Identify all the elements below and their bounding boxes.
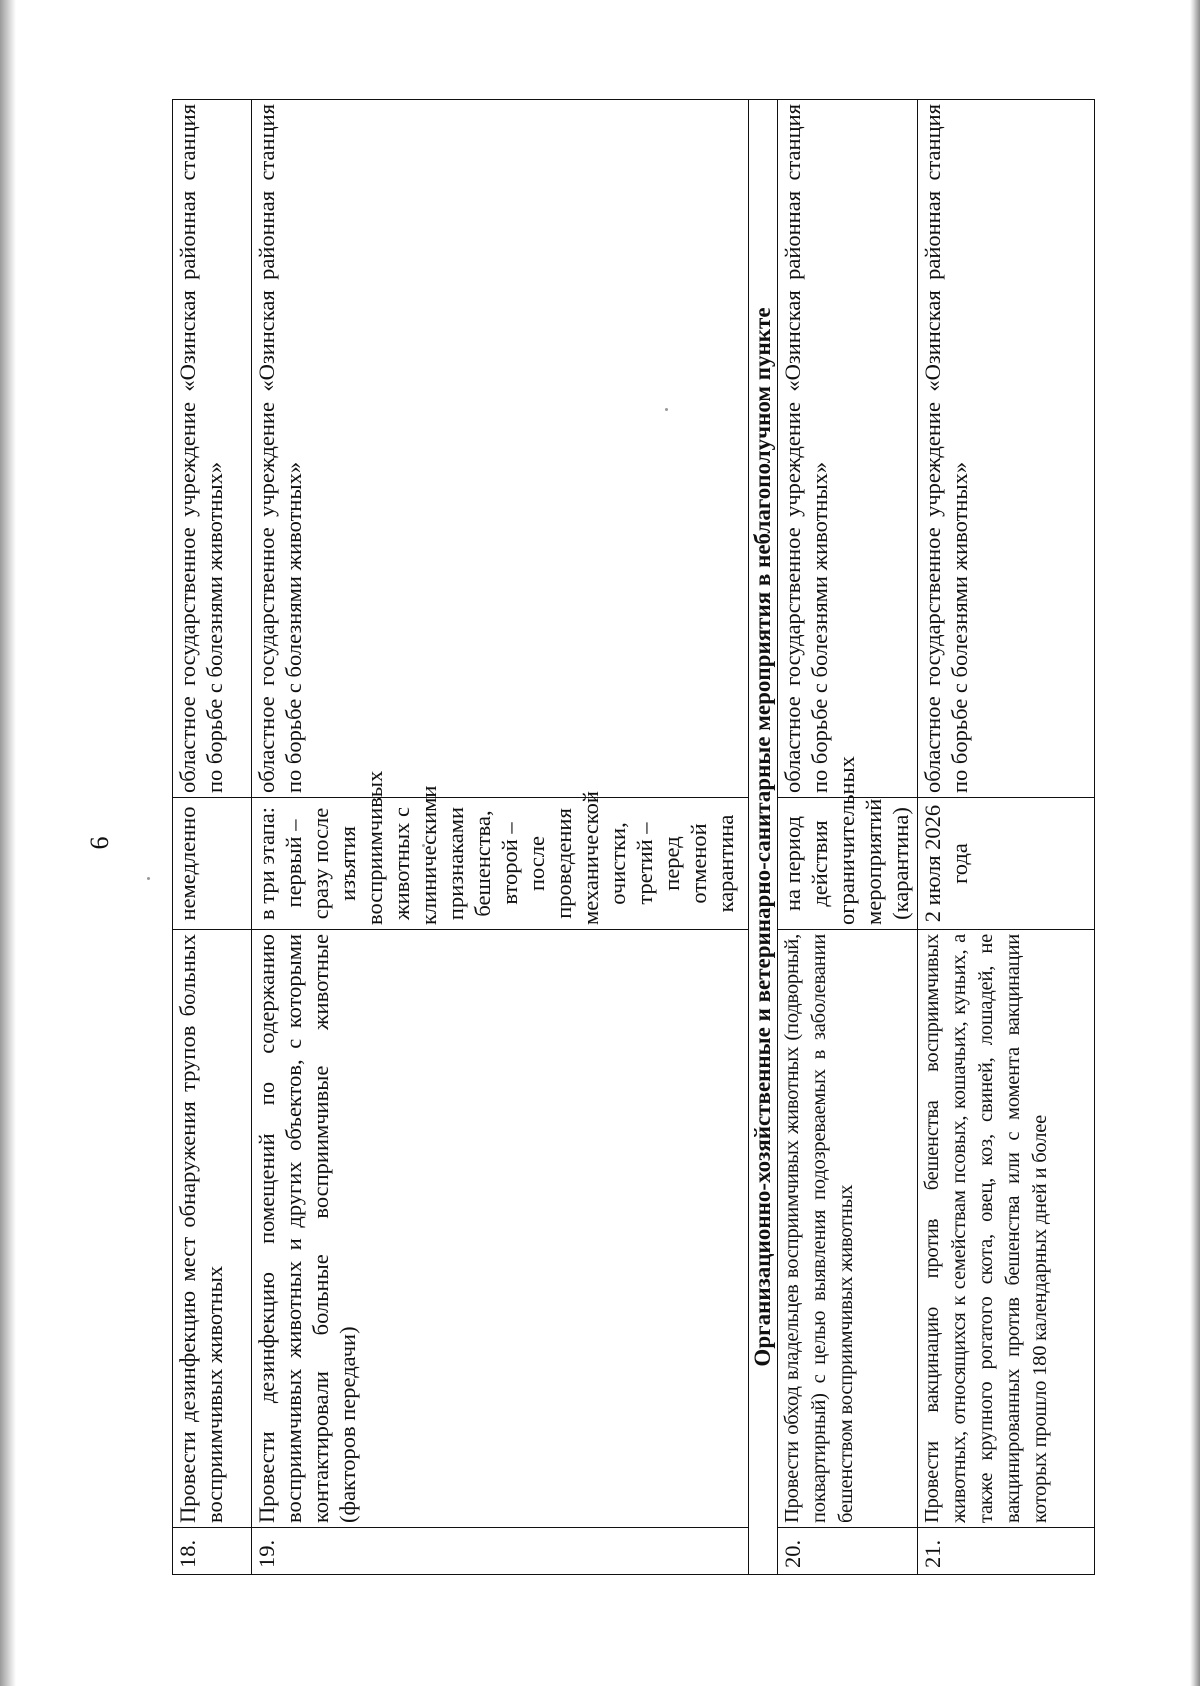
row-responsible: областное государственное учреждение «Озинская районная станция по борьбе с болезнями животных» <box>778 100 918 798</box>
scan-edge-left <box>0 0 16 1686</box>
row-number: 19. <box>252 1528 749 1575</box>
section-row <box>748 100 777 1575</box>
page-number: 6 <box>85 836 114 850</box>
row-term: в три этапа: первый – сразу после изъятия восприимчивых животных с клиническими признаками бешенства, второй – после проведения механической очистки, третий – перед отменой карантина <box>252 798 749 930</box>
row-responsible: областное государственное учреждение «Озинская районная станция по борьбе с болезнями животных» <box>252 100 749 798</box>
row-term: на период действия ограничительных мероприятий (карантина) <box>778 798 918 930</box>
row-number: 21. <box>918 1528 1095 1575</box>
measures-table <box>172 99 1095 1575</box>
section-heading: Организационно-хозяйственные и ветеринарно-санитарные мероприятия в неблагополучном пункте <box>748 100 777 1575</box>
table-row <box>918 100 1095 1575</box>
table-row <box>173 100 252 1575</box>
scan-edge-right <box>1190 0 1200 1686</box>
row-number: 20. <box>778 1528 918 1575</box>
row-term: 2 июля 2026 года <box>918 798 1095 930</box>
row-action: Провести вакцинацию против бешенства восприимчивых животных, относящихся к семействам псовых, кошачьих, куньих, а также крупного рогатого скота, овец, коз, свиней, лошадей, не вакцинированных против бешенства или с момента вакцинации которых прошло 180 календарных дней и более <box>918 930 1095 1528</box>
row-responsible: областное государственное учреждение «Озинская районная станция по борьбе с болезнями животных» <box>173 100 252 798</box>
row-term: немедленно <box>173 798 252 930</box>
row-action: Провести обход владельцев восприимчивых животных (подворный, поквартирный) с целью выявления подозреваемых в заболевании бешенством восприимчивых животных <box>778 930 918 1528</box>
scan-speck <box>147 877 150 880</box>
row-action: Провести дезинфекцию мест обнаружения трупов больных восприимчивых животных <box>173 930 252 1528</box>
row-responsible: областное государственное учреждение «Озинская районная станция по борьбе с болезнями животных» <box>918 100 1095 798</box>
table-row <box>778 100 918 1575</box>
table-row <box>252 100 749 1575</box>
row-number: 18. <box>173 1528 252 1575</box>
row-action: Провести дезинфекцию помещений по содержанию восприимчивых животных и других объектов, с которыми контактировали больные восприимчивые животные (факторов передачи) <box>252 930 749 1528</box>
rotated-table-wrapper <box>172 100 1095 1575</box>
